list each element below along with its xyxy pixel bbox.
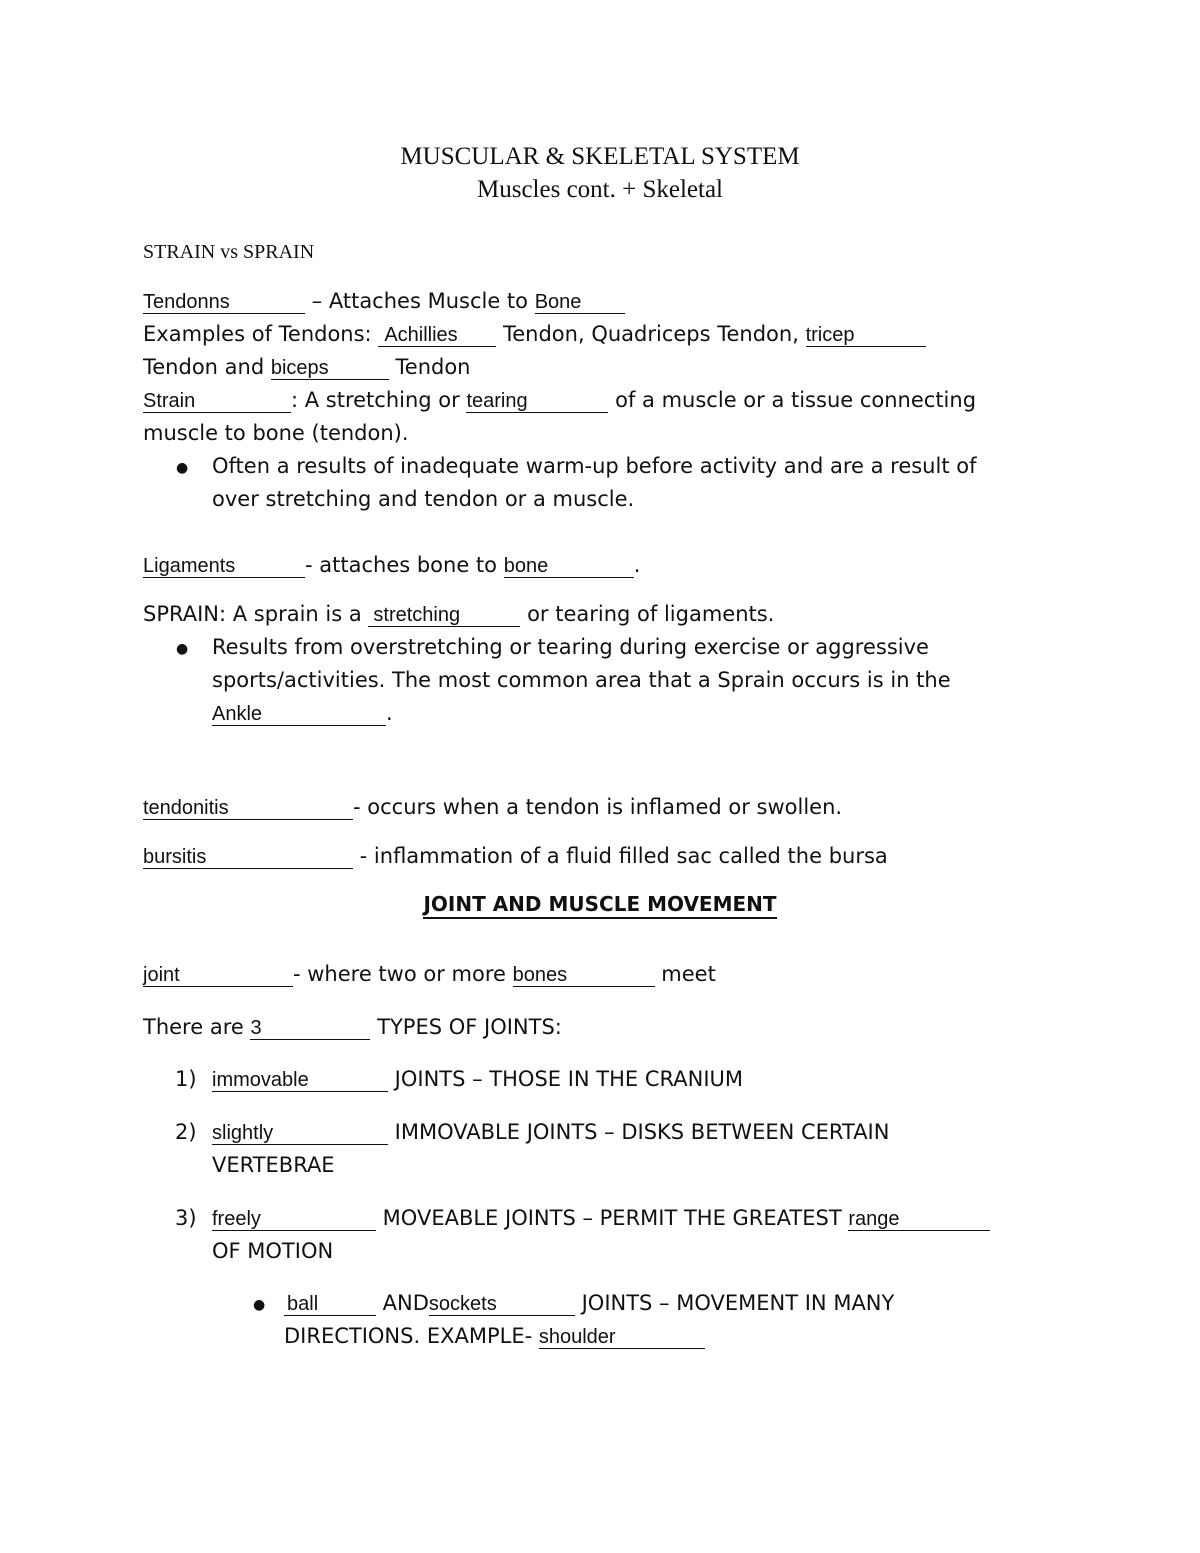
line-text: : A stretching or (291, 388, 467, 412)
answer-blank (539, 1325, 705, 1349)
line-text: AND (376, 1291, 429, 1315)
list-number: 2) (175, 1120, 197, 1144)
answer-text: Ligaments (143, 555, 236, 577)
answer-text: Achillies (384, 324, 458, 346)
answer-blank (212, 702, 386, 726)
answer-text: sockets (428, 1293, 497, 1315)
answer-text: immovable (212, 1069, 309, 1091)
sprain-bullet-line-2: sports/activities. The most common area that a Sprain occurs is in the (212, 668, 951, 692)
joint-type-3-cont: OF MOTION (212, 1239, 334, 1263)
line-text: TYPES OF JOINTS: (370, 1015, 562, 1039)
tendon-examples-line (143, 322, 926, 347)
answer-blank (466, 389, 608, 413)
line-text: Tendon and (143, 355, 271, 379)
strain-definition-line (143, 388, 976, 413)
list-number: 3) (175, 1206, 197, 1230)
answer-blank (212, 1068, 388, 1092)
line-text: IMMOVABLE JOINTS – DISKS BETWEEN CERTAIN (388, 1120, 890, 1144)
answer-text: bursitis (143, 846, 207, 868)
sprain-bullet-line-1: Results from overstretching or tearing during exercise or aggressive (212, 635, 929, 659)
line-text: Examples of Tendons: (143, 322, 379, 346)
answer-text: 3 (250, 1017, 262, 1039)
ball-socket-line (284, 1291, 894, 1316)
answer-blank (848, 1207, 990, 1231)
heading-text: JOINT AND MUSCLE MOVEMENT (423, 892, 776, 919)
page-subtitle: Muscles cont. + Skeletal (477, 176, 723, 203)
answer-blank (378, 323, 496, 347)
line-text: - inflammation of a fluid filled sac called the bursa (353, 844, 888, 868)
line-text: Tendon (388, 355, 471, 379)
sprain-bullet-line-3 (212, 701, 393, 726)
answer-blank (143, 963, 293, 987)
answer-blank (271, 356, 389, 380)
list-number: 1) (175, 1067, 197, 1091)
line-text: SPRAIN: A sprain is a (143, 602, 369, 626)
bullet-icon: ● (176, 460, 189, 476)
joint-types-line (143, 1015, 562, 1040)
answer-text: stretching (373, 604, 461, 626)
answer-blank (143, 554, 305, 578)
answer-blank (143, 290, 305, 314)
page-title: MUSCULAR & SKELETAL SYSTEM (400, 143, 800, 170)
answer-blank (284, 1292, 376, 1316)
answer-text: range (848, 1208, 900, 1230)
ligament-definition-line (143, 553, 640, 578)
joint-type-2 (212, 1120, 889, 1145)
answer-blank (143, 845, 353, 869)
section-label: STRAIN vs SPRAIN (143, 241, 315, 263)
line-text: DIRECTIONS. EXAMPLE- (284, 1324, 539, 1348)
answer-text: ball (287, 1293, 319, 1315)
line-text: – Attaches Muscle to (305, 289, 535, 313)
sprain-definition-line (143, 602, 774, 627)
line-text: Tendon, Quadriceps Tendon, (496, 322, 806, 346)
line-text: meet (654, 962, 716, 986)
line-text: There are (143, 1015, 251, 1039)
line-text: - where two or more (293, 962, 513, 986)
line-text: MOVEABLE JOINTS – PERMIT THE GREATEST (376, 1206, 849, 1230)
strain-bullet-line-1: Often a results of inadequate warm-up before activity and are a result of (212, 454, 977, 478)
answer-text: shoulder (538, 1326, 616, 1348)
strain-definition-line-2: muscle to bone (tendon). (143, 421, 409, 445)
answer-text: joint (143, 964, 180, 986)
answer-text: Ankle (212, 703, 263, 725)
line-text: JOINTS – THOSE IN THE CRANIUM (388, 1067, 744, 1091)
tendon-definition-line (143, 289, 625, 314)
answer-blank (504, 554, 634, 578)
answer-blank (535, 290, 625, 314)
joint-type-3 (212, 1206, 990, 1231)
line-text: - occurs when a tendon is inflamed or swollen. (353, 795, 843, 819)
answer-blank (429, 1292, 575, 1316)
answer-text: tricep (805, 324, 855, 346)
answer-blank (143, 389, 291, 413)
bullet-icon: ● (176, 641, 189, 657)
line-text: . (386, 701, 393, 725)
line-text: of a muscle or a tissue connecting (608, 388, 977, 412)
answer-text: Tendonns (143, 291, 230, 313)
answer-text: Bone (534, 291, 582, 313)
joint-type-1 (212, 1067, 743, 1092)
answer-text: tearing (466, 390, 528, 412)
answer-blank (143, 796, 353, 820)
answer-text: freely (212, 1208, 261, 1230)
strain-bullet-line-2: over stretching and tendon or a muscle. (212, 487, 635, 511)
answer-text: biceps (270, 357, 329, 379)
answer-text: bone (503, 555, 549, 577)
answer-blank (250, 1016, 370, 1040)
ball-socket-line-2 (284, 1324, 705, 1349)
answer-text: Strain (143, 390, 196, 412)
answer-text: tendonitis (143, 797, 229, 819)
line-text: or tearing of ligaments. (520, 602, 775, 626)
answer-text: bones (512, 964, 568, 986)
bursitis-line (143, 844, 888, 869)
answer-blank (513, 963, 655, 987)
answer-blank (806, 323, 926, 347)
line-text: . (633, 553, 641, 577)
tendonitis-line (143, 795, 842, 820)
bullet-icon: ● (253, 1297, 266, 1313)
answer-blank (212, 1207, 376, 1231)
line-text: JOINTS – MOVEMENT IN MANY (574, 1291, 895, 1315)
joint-definition-line (143, 962, 716, 987)
line-text: - attaches bone to (305, 553, 504, 577)
joint-type-2-cont: VERTEBRAE (212, 1153, 335, 1177)
section-heading (0, 892, 1200, 916)
answer-text: slightly (212, 1122, 274, 1144)
tendon-examples-line-2 (143, 355, 471, 380)
answer-blank (212, 1121, 388, 1145)
answer-blank (368, 603, 520, 627)
